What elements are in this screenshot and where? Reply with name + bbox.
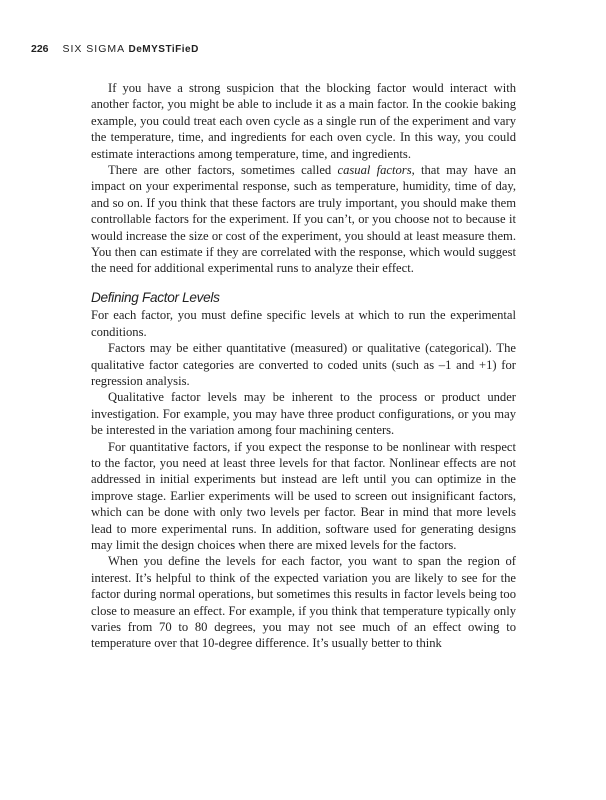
page-number: 226 (31, 43, 49, 55)
body-text (91, 80, 516, 652)
paragraph: When you define the levels for each factor, you want to span the region of interest. It’s helpful to think of the expected variation you are likely to see for the factor during normal operations, but sometimes this results in factor levels being too close to measure an effect. For example, if you think that temperature typically only varies from 70 to 80 degrees, you may not see much of an effect owing to temperature over that 10-degree difference. It’s usually better to think (91, 554, 516, 651)
section-heading: Defining Factor Levels (91, 289, 220, 305)
paragraph: If you have a strong suspicion that the blocking factor would interact with another factor, you might be able to include it as a main factor. In the cookie baking example, you could treat each oven cycle as a single run of the experiment and vary the temperature, time, and ingredients for each oven cycle. In this way, you could estimate interactions among temperature, time, and ingredients. (91, 81, 516, 161)
paragraph: For each factor, you must define specific levels at which to run the experimental conditions. (91, 308, 516, 339)
series-title: DeMYSTiFieD (128, 44, 199, 55)
paragraph-text: There are other factors, sometimes called (108, 163, 338, 178)
running-head (31, 43, 199, 55)
paragraph (91, 162, 516, 277)
emphasized-term: casual factors (337, 163, 412, 178)
paragraph: Factors may be either quantitative (measured) or qualitative (categorical). The qualitative factor categories are converted to coded units (such as –1 and +1) for regression analysis. (91, 341, 516, 388)
book-title: SIX SIGMA (62, 43, 125, 55)
paragraph: For quantitative factors, if you expect the response to be nonlinear with respect to the factor, you need at least three levels for that factor. Nonlinear effects are not addressed in initial experiments but instead are left until you can optimize in the improve stage. Earlier experiments will be used to screen out insignificant factors, which can be done with only two levels per factor. Bear in mind that more levels lead to more experimental runs. In addition, software used for generating designs may limit the design choices when there are mixed levels for the factors. (91, 439, 516, 552)
paragraph-text: , that may have an impact on your experimental response, such as temperature, humidity, time of day, and so on. If you think that these factors are truly important, you should make them controllable factors for the experiment. If you can’t, or you choose not to because it would increase the size or cost of the experiment, you should at least measure them. You then can estimate if they are correlated with the response, which would suggest the need for additional experimental runs to analyze their effect. (91, 163, 516, 276)
paragraph: Qualitative factor levels may be inherent to the process or product under investigation. For example, you may have three product configurations, or you may be interested in the variation among four machining centers. (91, 390, 516, 438)
